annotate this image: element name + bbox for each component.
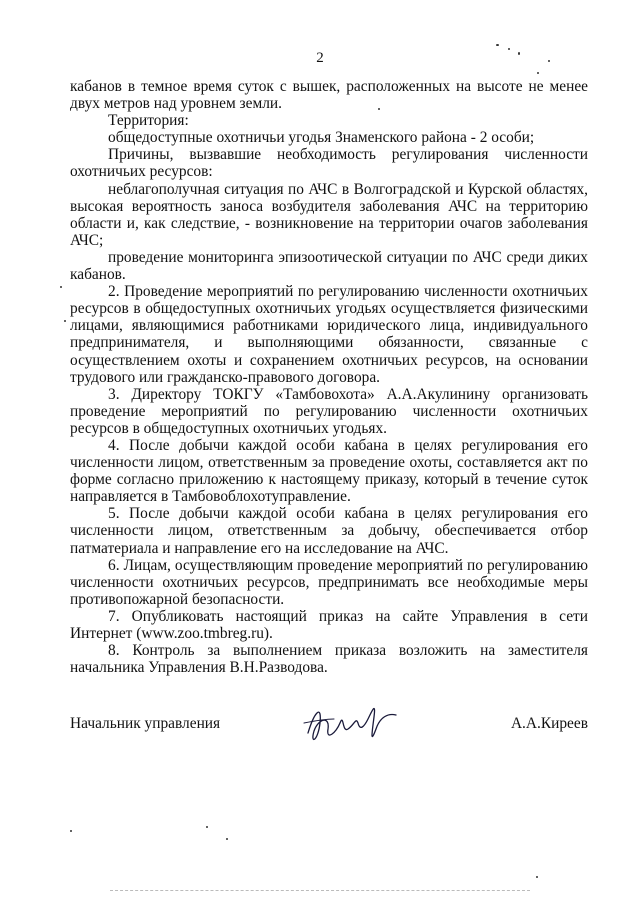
scan-speck (537, 72, 539, 74)
scan-speck (60, 286, 62, 288)
scan-speck (64, 320, 66, 322)
paragraph: кабанов в темное время суток с вышек, расположенных на высоте не менее двух метров над уровнем земли. (70, 78, 588, 113)
scan-speck (536, 876, 538, 878)
document-body (70, 78, 588, 676)
scan-speck (548, 60, 550, 62)
paragraph: 4. После добычи каждой особи кабана в целях регулирования его численности лицом, ответственным за проведение охоты, составляется акт по форме согласно приложению к настоящему приказу, который в течение суток направляется в Тамбовоблохотуправление. (70, 436, 588, 506)
paragraph: Причины, вызвавшие необходимость регулирования численности охотничьих ресурсов: (70, 146, 588, 181)
scan-speck (206, 826, 208, 828)
paragraph: 5. После добычи каждой особи кабана в целях регулирования его численности лицом, ответственным за добычу, обеспечивается отбор патматериала и направление его на исследование на АЧС. (70, 505, 588, 557)
scan-speck (70, 830, 72, 832)
scan-speck (226, 838, 228, 840)
scan-speck (518, 52, 520, 55)
page-number: 2 (316, 50, 324, 66)
signatory-title: Начальник управления (70, 715, 221, 732)
paragraph: Территория: (108, 112, 189, 130)
paragraph: общедоступные охотничьи угодья Знаменского района - 2 особи; (108, 129, 535, 147)
paragraph: 2. Проведение мероприятий по регулированию численности охотничьих ресурсов в общедоступных охотничьих угодьях осуществляется физическими лицами, являющимися работниками юридического лица, индивидуального предпринимателя, и выполняющими обязанности, связанные с осуществлением охоты и сохранением охотничьих ресурсов, на основании трудового или гражданско-правового договора. (70, 283, 588, 386)
signatory-name: А.А.Киреев (510, 715, 588, 732)
handwritten-signature (300, 693, 410, 753)
scan-speck (378, 108, 380, 110)
paragraph: неблагополучная ситуация по АЧС в Волгоградской и Курской областях, высокая вероятность заноса возбудителя заболевания АЧС на территорию области и, как следствие, - возникновение на территории очагов заболевания АЧС; (70, 180, 588, 249)
paragraph: 6. Лицам, осуществляющим проведение мероприятий по регулированию численности охотничьих ресурсов, предпринимать все необходимые меры противопожарной безопасности. (70, 556, 588, 608)
scan-speck (508, 48, 510, 50)
paragraph: проведение мониторинга эпизоотической ситуации по АЧС среди диких кабанов. (70, 248, 588, 284)
scan-speck (496, 44, 499, 46)
paragraph: 7. Опубликовать настоящий приказ на сайте Управления в сети Интернет (www.zoo.tmbreg.ru). (70, 607, 588, 642)
scan-edge-line (110, 890, 530, 892)
paragraph: 8. Контроль за выполнением приказа возложить на заместителя начальника Управления В.Н.Разводова. (70, 642, 588, 677)
paragraph: 3. Директору ТОКГУ «Тамбовохота» А.А.Акулинину организовать проведение мероприятий по регулированию численности охотничьих ресурсов в общедоступных охотничьих угодьях. (70, 385, 588, 437)
